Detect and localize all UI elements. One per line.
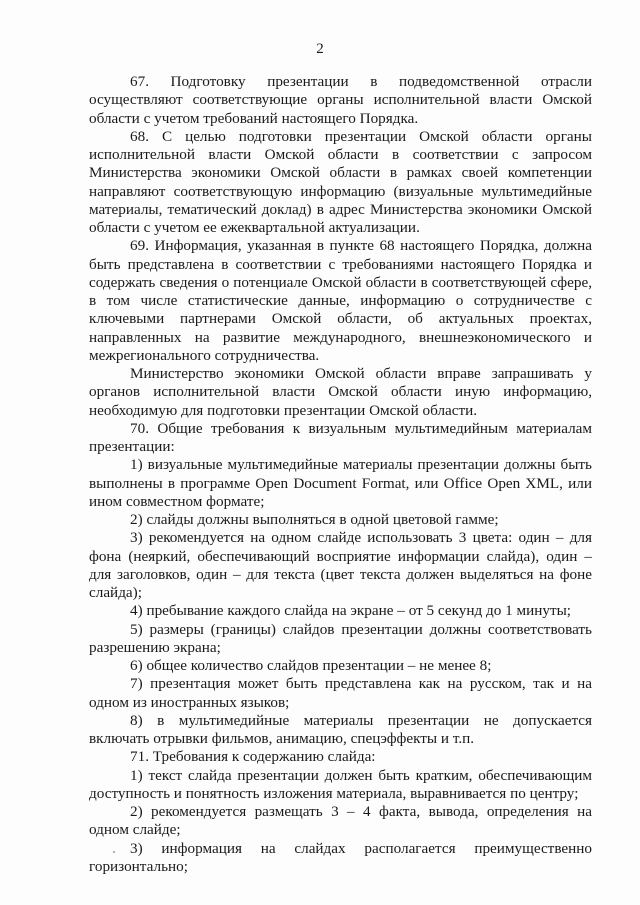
paragraph-69: 69. Информация, указанная в пункте 68 настоящего Порядка, должна быть представлена в соответствии с требованиями настоящего Порядка и содержать сведения о потенциале Омской области в соответствующей сфере, в том числе статистические данные, информацию о сотрудничестве с ключевыми партнерами Омской области, об актуальных проектах, направленных на развитие международного, внешнеэкономического и межрегионального сотрудничества.: [89, 237, 592, 364]
scan-speck: [113, 851, 115, 853]
paragraph-71: 71. Требования к содержанию слайда:: [130, 748, 376, 766]
list-item-70-5: 5) размеры (границы) слайдов презентации должны соответствовать разрешению экрана;: [89, 620, 592, 656]
list-item-71-1: 1) текст слайда презентации должен быть кратким, обеспечивающим доступность и понятность изложения материала, выравнивается по центру;: [89, 766, 592, 802]
list-item-70-1: 1) визуальные мультимедийные материалы презентации должны быть выполнены в программе Open Document Format, или Office Open XML, или ином совместном формате;: [89, 456, 592, 510]
page-number: 2: [316, 41, 324, 57]
document-body: [89, 73, 592, 876]
list-item-70-4: 4) пребывание каждого слайда на экране – от 5 секунд до 1 минуты;: [130, 602, 572, 620]
paragraph-67: 67. Подготовку презентации в подведомственной отрасли осуществляют соответствующие органы исполнительной власти Омской области с учетом требований настоящего Порядка.: [89, 73, 592, 127]
list-item-70-3: 3) рекомендуется на одном слайде использовать 3 цвета: один – для фона (неяркий, обеспечивающий восприятие информации слайда), один – для заголовков, один – для текста (цвет текста должен выделяться на фоне слайда);: [89, 529, 592, 601]
list-item-71-2: 2) рекомендуется размещать 3 – 4 факта, вывода, определения на одном слайде;: [89, 803, 592, 839]
list-item-71-3: 3) информация на слайдах располагается преимущественно горизонтально;: [89, 839, 592, 875]
list-item-70-7: 7) презентация может быть представлена как на русском, так и на одном из иностранных языков;: [89, 675, 592, 711]
list-item-70-6: 6) общее количество слайдов презентации – не менее 8;: [130, 657, 492, 674]
list-item-70-8: 8) в мультимедийные материалы презентации не допускается включать отрывки фильмов, анимацию, спецэффекты и т.п.: [89, 711, 592, 747]
list-item-70-2: 2) слайды должны выполняться в одной цветовой гамме;: [130, 511, 499, 528]
paragraph-68: 68. С целью подготовки презентации Омской области органы исполнительной власти Омской области в соответствии с запросом Министерства экономики Омской области в рамках своей компетенции направляют соответствующую информацию (визуальные мультимедийные материалы, тематический доклад) в адрес Министерства экономики Омской области с учетом ее ежеквартальной актуализации.: [89, 127, 592, 236]
paragraph-70: 70. Общие требования к визуальным мультимедийным материалам презентации:: [89, 419, 592, 455]
paragraph-69-note: Министерство экономики Омской области вправе запрашивать у органов исполнительной власти Омской области иную информацию, необходимую для подготовки презентации Омской области.: [89, 365, 592, 419]
